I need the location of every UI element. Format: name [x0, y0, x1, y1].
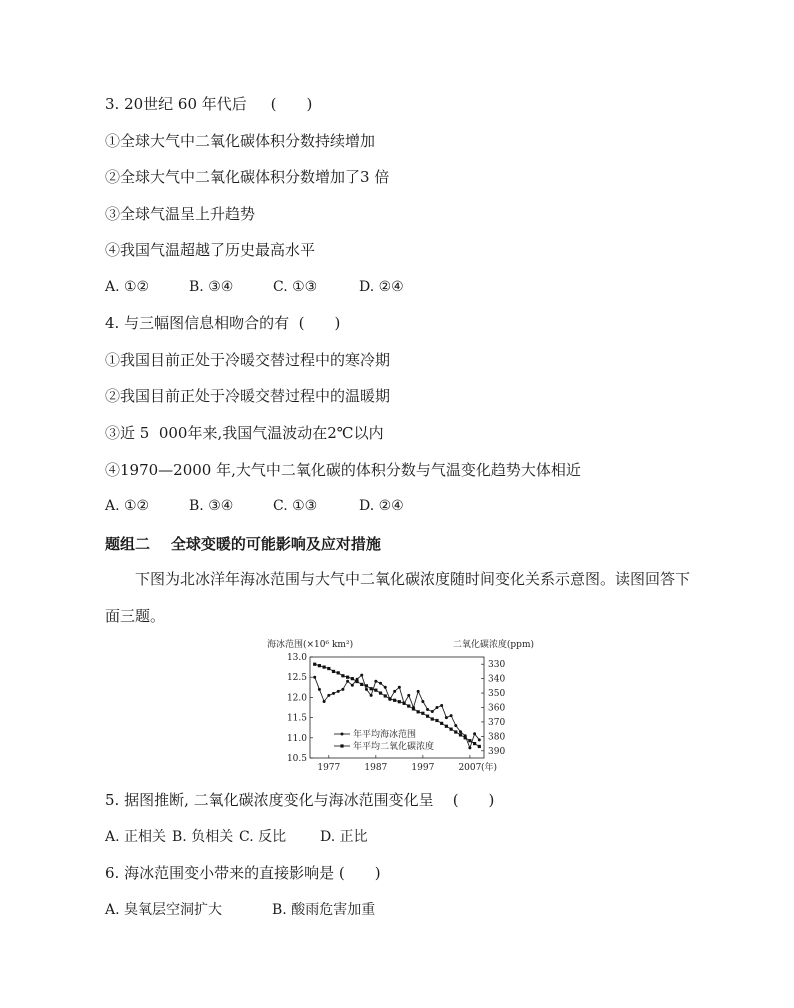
- sea-ice-data-point: [370, 694, 373, 697]
- co2-data-point: [440, 722, 443, 725]
- q5-stem-text: 5. 据图推断, 二氧化碳浓度变化与海冰范围变化呈: [105, 791, 434, 809]
- x-unit-label: (年): [481, 763, 498, 773]
- sea-ice-data-point: [351, 684, 354, 687]
- q4-option-b[interactable]: B. ③④: [189, 498, 234, 514]
- x-tick-label: 1987: [364, 763, 388, 773]
- co2-data-point: [323, 666, 326, 669]
- sea-ice-data-point: [374, 680, 377, 683]
- q4-stem: [105, 313, 340, 333]
- x-tick-label: 1977: [317, 763, 341, 773]
- right-tick-label: 330: [488, 660, 506, 671]
- left-tick-label: 10.5: [286, 754, 307, 764]
- co2-data-point: [313, 663, 316, 666]
- q4-answer-blank[interactable]: ( ): [298, 314, 341, 332]
- sea-ice-data-point: [431, 710, 434, 713]
- co2-data-point: [374, 689, 377, 692]
- q3-option-a[interactable]: A. ①②: [105, 279, 150, 295]
- left-axis-label: 海冰范围(×10⁶ km²): [267, 640, 354, 650]
- legend-marker-square: [340, 744, 343, 747]
- q5-stem: [105, 790, 494, 810]
- right-tick-label: 350: [488, 689, 506, 700]
- sea-ice-data-point: [318, 688, 321, 691]
- co2-data-point: [454, 730, 457, 733]
- chart-legend: [334, 728, 434, 752]
- q4-option-a[interactable]: A. ①②: [105, 498, 150, 514]
- q5-option-b[interactable]: B. 负相关: [172, 829, 234, 845]
- q4-options: [105, 496, 404, 516]
- q3-item-4: ④我国气温超越了历史最高水平: [105, 241, 316, 259]
- sea-ice-data-point: [313, 676, 316, 679]
- co2-data-point: [468, 739, 471, 742]
- co2-data-point: [327, 667, 330, 670]
- co2-data-point: [346, 676, 349, 679]
- left-tick-label: 12.5: [286, 673, 307, 684]
- q3-item-3: ③全球气温呈上升趋势: [105, 205, 256, 223]
- co2-data-point: [360, 683, 363, 686]
- co2-data-point: [393, 699, 396, 702]
- sea-ice-data-point: [459, 730, 462, 733]
- q4-item-1: ①我国目前正处于冷暖交替过程中的寒冷期: [105, 351, 391, 369]
- legend-label: 年平均海冰范围: [353, 730, 417, 740]
- q3-stem-text: 3. 20世纪 60 年代后: [105, 95, 247, 113]
- x-tick-label: 1997: [411, 763, 435, 773]
- sea-ice-data-point: [440, 704, 443, 707]
- q4-item-4: ④1970—2000 年,大气中二氧化碳的体积分数与气温变化趋势大体相近: [105, 461, 581, 479]
- sea-ice-data-point: [327, 694, 330, 697]
- q3-item-2: ②全球大气中二氧化碳体积分数增加了3 倍: [105, 168, 390, 186]
- co2-data-point: [445, 725, 448, 728]
- co2-data-point: [473, 742, 476, 745]
- q6-stem: [105, 863, 381, 883]
- co2-data-point: [355, 680, 358, 683]
- co2-data-point: [384, 694, 387, 697]
- sea-ice-data-point: [445, 716, 448, 719]
- co2-data-point: [464, 736, 467, 739]
- co2-data-point: [332, 670, 335, 673]
- co2-data-point: [478, 745, 481, 748]
- sea-ice-data-point: [332, 692, 335, 695]
- sea-ice-data-point: [360, 674, 363, 677]
- sea-ice-data-point: [384, 686, 387, 689]
- sea-ice-data-point: [379, 682, 382, 685]
- sea-ice-data-point: [341, 688, 344, 691]
- q4-item-3: ③近 5 000年来,我国气温波动在2℃以内: [105, 424, 384, 442]
- co2-data-point: [459, 733, 462, 736]
- q3-option-b[interactable]: B. ③④: [189, 279, 234, 295]
- co2-data-point: [318, 664, 321, 667]
- sea-ice-data-point: [454, 724, 457, 727]
- sea-ice-data-point: [346, 680, 349, 683]
- co2-data-point: [388, 697, 391, 700]
- co2-data-point: [431, 717, 434, 720]
- right-tick-label: 380: [488, 732, 506, 743]
- q4-option-d[interactable]: D. ②④: [359, 498, 404, 514]
- co2-data-point: [426, 715, 429, 718]
- legend-label: 年平均二氧化碳浓度: [353, 742, 435, 752]
- q5-option-d[interactable]: D. 正比: [320, 829, 368, 845]
- right-axis: [481, 660, 505, 757]
- q3-stem: [105, 94, 312, 114]
- q3-item-1: ①全球大气中二氧化碳体积分数持续增加: [105, 132, 376, 150]
- right-tick-label: 390: [488, 746, 506, 757]
- co2-data-point: [341, 674, 344, 677]
- q3-options: [105, 277, 404, 297]
- q5-answer-blank[interactable]: ( ): [452, 791, 495, 809]
- right-tick-label: 370: [488, 717, 506, 728]
- co2-data-point: [365, 684, 368, 687]
- co2-data-point: [407, 704, 410, 707]
- sea-ice-data-point: [323, 700, 326, 703]
- sea-ice-data-point: [393, 690, 396, 693]
- sea-ice-data-point: [398, 686, 401, 689]
- right-tick-label: 340: [488, 674, 506, 685]
- sea-ice-data-point: [450, 714, 453, 717]
- sea-ice-data-point: [435, 706, 438, 709]
- sea-ice-data-point: [468, 746, 471, 749]
- q5-option-c[interactable]: C. 反比: [239, 829, 287, 845]
- co2-data-point: [337, 671, 340, 674]
- sea-ice-co2-chart: [266, 636, 536, 776]
- right-axis-label: 二氧化碳浓度(ppm): [452, 640, 534, 650]
- left-tick-label: 12.0: [286, 693, 307, 704]
- right-tick-label: 360: [488, 703, 506, 714]
- q5-option-a[interactable]: A. 正相关: [105, 829, 167, 845]
- x-tick-label: 2007: [458, 763, 482, 773]
- sea-ice-data-point: [337, 690, 340, 693]
- section-intro: 下图为北冰洋年海冰范围与大气中二氧化碳浓度随时间变化关系示意图。读图回答下面三题。: [105, 570, 691, 625]
- q6-answer-blank[interactable]: ( ): [338, 864, 381, 882]
- co2-data-point: [435, 719, 438, 722]
- sea-ice-data-point: [473, 732, 476, 735]
- sea-ice-data-point: [421, 700, 424, 703]
- q3-option-c[interactable]: C. ①③: [273, 279, 318, 295]
- sea-ice-data-point: [365, 688, 368, 691]
- q6-options: [105, 900, 375, 920]
- sea-ice-data-point: [426, 708, 429, 711]
- q4-item-2: ②我国目前正处于冷暖交替过程中的温暖期: [105, 387, 391, 405]
- co2-data-point: [351, 677, 354, 680]
- section-heading: [105, 533, 381, 554]
- sea-ice-data-point: [407, 694, 410, 697]
- legend-marker-dot: [341, 733, 344, 736]
- section-label: 题组二: [105, 535, 151, 553]
- sea-ice-data-point: [417, 690, 420, 693]
- co2-data-point: [449, 728, 452, 731]
- co2-data-point: [417, 710, 420, 713]
- co2-data-point: [379, 691, 382, 694]
- q3-option-d[interactable]: D. ②④: [359, 279, 404, 295]
- section-title: 全球变暖的可能影响及应对措施: [170, 535, 381, 553]
- q3-answer-blank[interactable]: ( ): [270, 95, 313, 113]
- co2-data-point: [412, 707, 415, 710]
- co2-data-point: [421, 712, 424, 715]
- q6-stem-text: 6. 海冰范围变小带来的直接影响是: [105, 864, 335, 882]
- left-tick-label: 11.5: [286, 713, 307, 724]
- q6-option-a[interactable]: A. 臭氧层空洞扩大: [105, 902, 223, 918]
- left-tick-label: 11.0: [286, 733, 307, 744]
- q4-option-c[interactable]: C. ①③: [273, 498, 318, 514]
- sea-ice-data-point: [478, 738, 481, 741]
- co2-data-point: [398, 700, 401, 703]
- left-axis: [287, 653, 313, 764]
- q4-stem-text: 4. 与三幅图信息相吻合的有: [105, 314, 290, 332]
- left-tick-label: 13.0: [286, 653, 307, 663]
- co2-data-point: [370, 687, 373, 690]
- co2-data-point: [402, 702, 405, 705]
- q5-options: [105, 827, 368, 847]
- q6-option-b[interactable]: B. 酸雨危害加重: [272, 902, 376, 918]
